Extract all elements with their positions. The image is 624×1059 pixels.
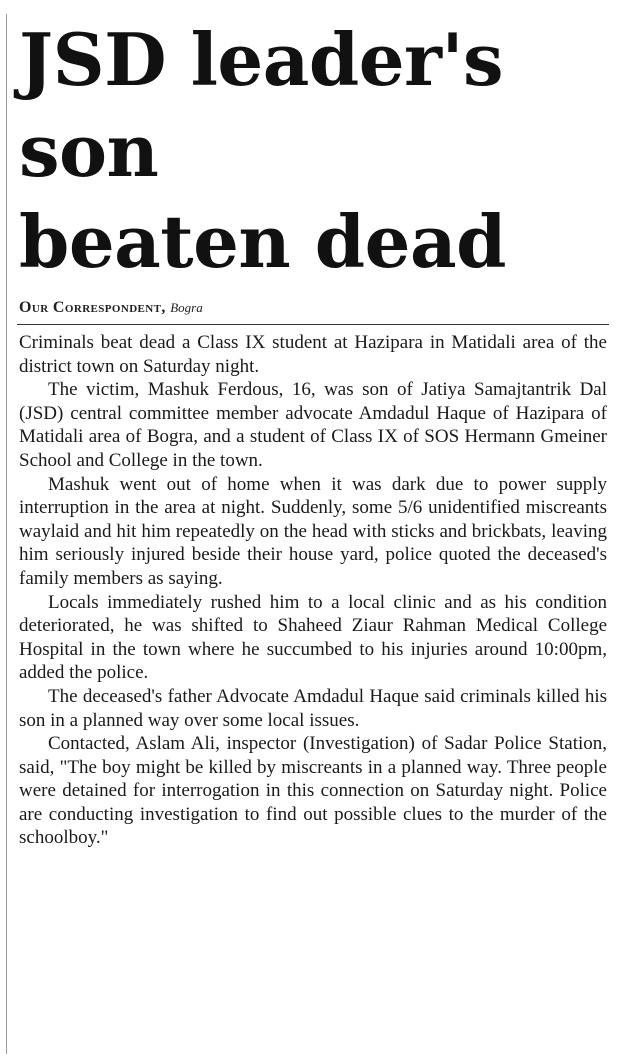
paragraph-attack: Mashuk went out of home when it was dark due to power supply interruption in the area at night. Suddenly, some 5/6 unidentified miscreants waylaid and hit him repeatedly on the head with sticks and brickbats, leaving him seriously injured beside their house yard, police quoted the deceased's family members as saying. <box>19 473 607 589</box>
paragraph-victim: The victim, Mashuk Ferdous, 16, was son of Jatiya Samajtantrik Dal (JSD) central committee member advocate Amdadul Haque of Hazipara of Matidali area of Bogra, and a student of Class IX of SOS Hermann Gmeiner School and College in the town. <box>19 379 607 471</box>
paragraph-police: Contacted, Aslam Ali, inspector (Investigation) of Sadar Police Station, said, "The boy might be killed by miscreants in a planned way. Three people were detained for interrogation in this connection on Saturday night. Police are conducting investigation to find out possible clues to the murder of the schoolboy." <box>19 733 607 849</box>
paragraph-father: The deceased's father Advocate Amdadul Haque said criminals killed his son in a planned way over some local issues. <box>19 685 607 731</box>
byline-divider <box>17 324 609 325</box>
article-body <box>19 331 607 850</box>
byline <box>19 299 609 317</box>
headline: JSD leader's son beaten dead <box>19 17 506 284</box>
paragraph-hospital: Locals immediately rushed him to a local clinic and as his condition deteriorated, he was shifted to Shaheed Ziaur Rahman Medical College Hospital in the town where he succumbed to his injuries around 10:00pm, added the police. <box>19 591 607 684</box>
news-clipping <box>6 14 609 1054</box>
byline-location: Bogra <box>170 300 203 315</box>
paragraph-lede: Criminals beat dead a Class IX student at Hazipara in Matidali area of the district town on Saturday night. <box>19 332 607 377</box>
byline-author: Our Correspondent, <box>19 299 166 316</box>
